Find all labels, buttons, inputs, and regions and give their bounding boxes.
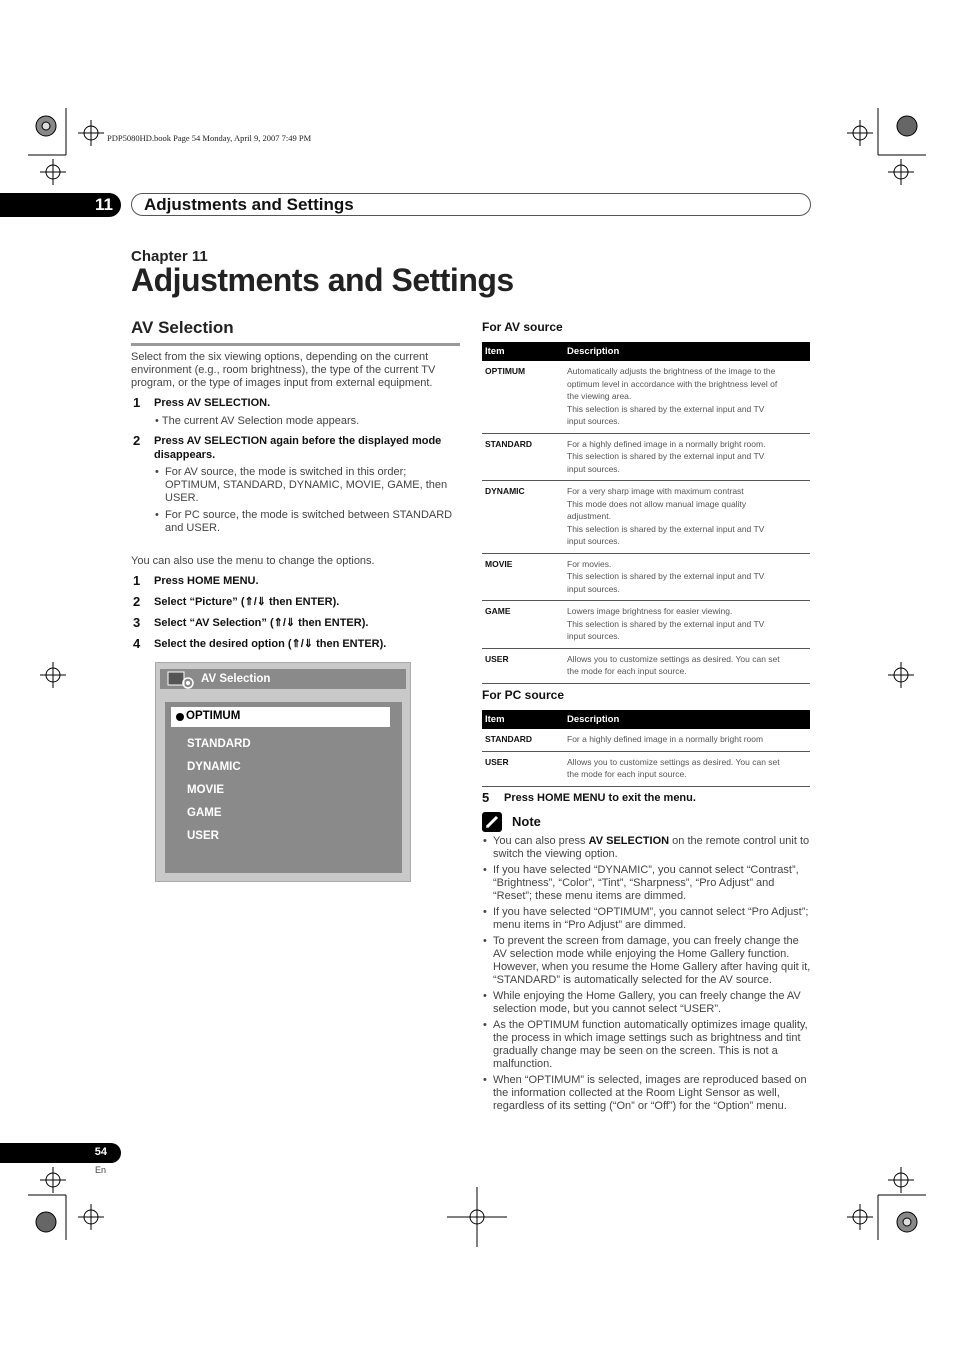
- row-desc: [564, 553, 810, 601]
- desc-line: input sources.: [567, 583, 620, 594]
- intro-line: environment (e.g., room brightness), the type of the current TV: [131, 364, 436, 376]
- page-title: Adjustments and Settings: [131, 262, 514, 298]
- table-row: [482, 481, 810, 554]
- row-item: USER: [482, 648, 564, 683]
- osd-option-list: [165, 702, 402, 873]
- row-item: DYNAMIC: [482, 481, 564, 554]
- desc-line: This selection is shared by the external input and TV: [567, 571, 765, 581]
- selected-dot-icon: [176, 713, 184, 721]
- note-text: As the OPTIMUM function automatically optimizes image quality, the process in which image settings such as brightness and tint gradually change may be seen on the screen. This is not a malfunction.: [493, 1019, 808, 1070]
- desc-line: input sources.: [567, 536, 620, 546]
- chapter-header-title: Adjustments and Settings: [144, 195, 354, 214]
- table-row: [482, 601, 810, 649]
- osd-option[interactable]: GAME: [187, 807, 222, 819]
- step-text: Press AV SELECTION.: [154, 397, 271, 409]
- note-bold-text: AV SELECTION: [588, 835, 670, 847]
- desc-line: This selection is shared by the external input and TV: [567, 618, 765, 629]
- step-number: 5: [482, 790, 490, 805]
- step-number: 1: [133, 395, 141, 410]
- osd-option[interactable]: USER: [187, 830, 219, 842]
- file-info: PDP5080HD.book Page 54 Monday, April 9, 2007 7:49 PM: [107, 133, 312, 143]
- desc-line: For a highly defined image in a normally bright room.: [567, 438, 766, 449]
- row-desc: [564, 361, 810, 433]
- step-text: Select “AV Selection” (⇑/⇓ then ENTER).: [154, 617, 369, 629]
- desc-line: input sources.: [567, 416, 620, 426]
- desc-line: Allows you to customize settings as desired. You can set: [567, 653, 780, 664]
- note-title: Note: [512, 814, 541, 829]
- step-number: 1: [133, 573, 141, 588]
- step-text: Select “Picture” (⇑/⇓ then ENTER).: [154, 596, 340, 608]
- desc-line: Automatically adjusts the brightness of the image to the: [567, 366, 776, 376]
- step-text: Press HOME MENU.: [154, 575, 259, 587]
- table-row: [482, 729, 810, 751]
- step-number: 2: [133, 594, 141, 609]
- page-number: 54: [94, 1146, 107, 1158]
- row-desc: [564, 481, 810, 554]
- note-text: You can also press: [493, 835, 589, 847]
- step-text-line: Press AV SELECTION again before the displayed mode: [154, 435, 442, 447]
- desc-line: Allows you to customize settings as desired. You can set: [567, 756, 780, 767]
- note-text: If you have selected “OPTIMUM”, you cannot select “Pro Adjust”; menu items in “Pro Adjust” are dimmed.: [493, 906, 809, 931]
- section-title: AV Selection: [131, 318, 234, 337]
- language-code: En: [95, 1165, 107, 1175]
- note-text: While enjoying the Home Gallery, you can freely change the AV selection mode, but you cannot select “USER”.: [493, 990, 801, 1015]
- note-item: [482, 1019, 812, 1071]
- row-desc: [564, 729, 810, 751]
- row-desc: [564, 433, 810, 481]
- page-number-tab: [0, 1143, 121, 1163]
- bullet-line: OPTIMUM, STANDARD, DYNAMIC, MOVIE, GAME, then: [165, 479, 448, 491]
- bullet-line: USER.: [165, 492, 199, 504]
- table-row: [482, 553, 810, 601]
- desc-line: This selection is shared by the external input and TV: [567, 403, 765, 414]
- osd-option[interactable]: STANDARD: [187, 738, 251, 750]
- note-pencil-icon: [482, 812, 502, 832]
- table-row: [482, 648, 810, 683]
- row-item: MOVIE: [482, 553, 564, 601]
- step-bullet: • The current AV Selection mode appears.: [155, 415, 360, 427]
- bullet-text: [155, 509, 452, 535]
- chapter-header-bar: [131, 193, 811, 216]
- desc-line: the mode for each input source.: [567, 666, 687, 676]
- row-desc: [564, 601, 810, 649]
- step-text-line: disappears.: [154, 449, 216, 461]
- av-source-heading: For AV source: [482, 320, 563, 334]
- step-number: 4: [133, 636, 141, 651]
- note-text: on the remote control unit to switch the viewing option.: [493, 835, 810, 860]
- row-item: STANDARD: [482, 433, 564, 481]
- desc-line: input sources.: [567, 631, 620, 641]
- row-desc: [564, 648, 810, 683]
- osd-header: [160, 669, 406, 689]
- desc-line: adjustment.: [567, 511, 611, 521]
- col-item-header: Item: [482, 342, 564, 361]
- table-row: [482, 751, 810, 786]
- desc-line: For a highly defined image in a normally bright room: [567, 734, 764, 744]
- osd-title: AV Selection: [201, 673, 271, 685]
- note-text: If you have selected “DYNAMIC”, you cannot select “Contrast”, “Brightness”, “Color”, “Tint”, “Sharpness”, “Pro Adjust” and “Reset”; these menu items are dimmed.: [493, 864, 799, 902]
- intro-paragraph: [131, 351, 435, 390]
- step-bullet: [155, 509, 452, 535]
- intro-line: Select from the six viewing options, depending on the current: [131, 351, 429, 363]
- pc-source-table: [482, 710, 810, 787]
- row-desc: [564, 751, 810, 786]
- note-item: [482, 935, 812, 987]
- bullet-text: The current AV Selection mode appears.: [161, 415, 360, 427]
- note-list: [482, 835, 812, 1116]
- chapter-number: 11: [95, 195, 113, 214]
- bullet-line: For AV source, the mode is switched in this order;: [165, 466, 407, 478]
- step-bullet: [155, 466, 447, 505]
- pc-source-heading: For PC source: [482, 688, 565, 702]
- desc-line: This mode does not allow manual image quality: [567, 498, 747, 509]
- section-rule: [131, 343, 460, 346]
- osd-option[interactable]: MOVIE: [187, 784, 225, 796]
- desc-line: This selection is shared by the external input and TV: [567, 451, 765, 461]
- chapter-label: Chapter 11: [131, 248, 208, 265]
- bullet-line: For PC source, the mode is switched between STANDARD: [165, 509, 453, 521]
- av-source-table: [482, 342, 810, 684]
- bullet-line: and USER.: [165, 522, 221, 534]
- step-text: Press HOME MENU to exit the menu.: [504, 792, 696, 804]
- chapter-tab: [0, 193, 121, 217]
- desc-line: input sources.: [567, 463, 620, 474]
- desc-line: This selection is shared by the external input and TV: [567, 523, 765, 534]
- desc-line: For movies.: [567, 558, 612, 569]
- menu-intro: You can also use the menu to change the options.: [131, 555, 375, 567]
- col-item-header: Item: [482, 710, 564, 729]
- desc-line: optimum level in accordance with the brightness level of: [567, 378, 778, 389]
- col-desc-header: Description: [564, 342, 810, 361]
- note-item: [482, 906, 812, 932]
- osd-option[interactable]: DYNAMIC: [187, 761, 241, 773]
- intro-line: program, or the type of images input from external equipment.: [131, 377, 433, 389]
- picture-settings-icon: [166, 669, 196, 691]
- av-selection-osd: [155, 662, 411, 882]
- step-number: 3: [133, 615, 141, 630]
- bullet-dot: •: [155, 466, 159, 478]
- row-item: OPTIMUM: [482, 361, 564, 433]
- note-text: To prevent the screen from damage, you can freely change the AV selection mode while enjoying the Home Gallery function. However, when you resume the Home Gallery after having quit it, “STANDARD” is automatically selected for the AV source.: [493, 935, 811, 986]
- table-row: [482, 361, 810, 433]
- note-item: [482, 864, 812, 903]
- desc-line: the viewing area.: [567, 391, 632, 401]
- note-item: [482, 1074, 812, 1113]
- note-item: [482, 835, 812, 861]
- desc-line: the mode for each input source.: [567, 769, 687, 779]
- desc-line: For a very sharp image with maximum contrast: [567, 486, 744, 496]
- bullet-dot: •: [155, 509, 159, 521]
- step-text: Select the desired option (⇑/⇓ then ENTER).: [154, 638, 387, 650]
- step-number: 2: [133, 433, 141, 448]
- bullet-text: [155, 466, 447, 505]
- row-item: USER: [482, 751, 564, 786]
- row-item: GAME: [482, 601, 564, 649]
- note-text: When “OPTIMUM” is selected, images are reproduced based on the information collected at the Room Light Sensor as well, regardless of its setting (“On” or “Off”) for the “Option” menu.: [493, 1074, 807, 1112]
- desc-line: Lowers image brightness for easier viewing.: [567, 606, 733, 616]
- col-desc-header: Description: [564, 710, 810, 729]
- step-text: [154, 434, 441, 462]
- table-row: [482, 433, 810, 481]
- osd-option-selected[interactable]: [171, 707, 390, 727]
- row-item: STANDARD: [482, 729, 564, 751]
- osd-option-label: OPTIMUM: [186, 710, 241, 722]
- note-item: [482, 990, 812, 1016]
